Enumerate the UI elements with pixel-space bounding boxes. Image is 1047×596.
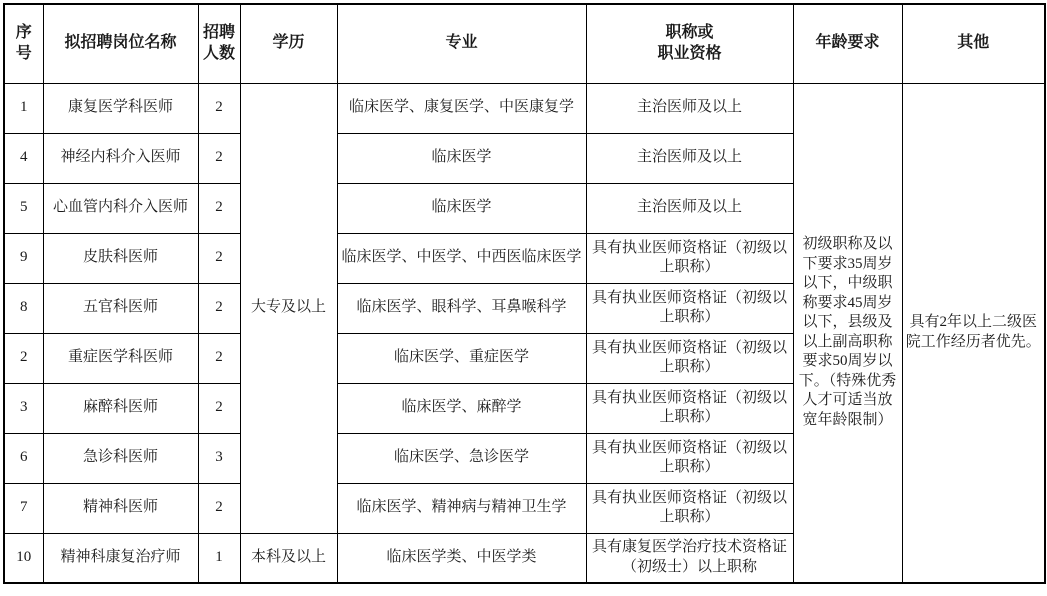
cell-count: 2 [198,383,240,433]
cell-count: 2 [198,183,240,233]
cell-title: 具有执业医师资格证（初级以上职称） [586,483,793,533]
header-position: 拟招聘岗位名称 [43,4,198,83]
cell-major: 临床医学 [337,133,586,183]
header-seq: 序号 [4,4,43,83]
cell-position: 精神科康复治疗师 [43,533,198,583]
cell-major: 临床医学、麻醉学 [337,383,586,433]
cell-seq: 3 [4,383,43,433]
cell-title: 具有执业医师资格证（初级以上职称） [586,283,793,333]
table-header-row [4,4,1045,83]
cell-major: 临床医学、康复医学、中医康复学 [337,83,586,133]
cell-position: 康复医学科医师 [43,83,198,133]
cell-seq: 9 [4,233,43,283]
cell-title: 具有执业医师资格证（初级以上职称） [586,433,793,483]
cell-title: 主治医师及以上 [586,83,793,133]
cell-title: 主治医师及以上 [586,183,793,233]
cell-major: 临床医学、中医学、中西医临床医学 [337,233,586,283]
cell-other-note: 具有2年以上二级医院工作经历者优先。 [902,83,1045,583]
cell-seq: 1 [4,83,43,133]
cell-seq: 8 [4,283,43,333]
cell-position: 神经内科介入医师 [43,133,198,183]
cell-age-requirement: 初级职称及以下要求35周岁以下，中级职称要求45周岁以下，县级及以上副高职称要求50周岁以下。（特殊优秀人才可适当放宽年龄限制） [793,83,902,583]
cell-position: 重症医学科医师 [43,333,198,383]
cell-title: 具有执业医师资格证（初级以上职称） [586,383,793,433]
cell-position: 麻醉科医师 [43,383,198,433]
cell-position: 心血管内科介入医师 [43,183,198,233]
cell-major: 临床医学、精神病与精神卫生学 [337,483,586,533]
cell-count: 2 [198,483,240,533]
cell-title: 主治医师及以上 [586,133,793,183]
cell-title: 具有执业医师资格证（初级以上职称） [586,233,793,283]
cell-position: 五官科医师 [43,283,198,333]
header-major: 专业 [337,4,586,83]
cell-seq: 6 [4,433,43,483]
cell-major: 临床医学、眼科学、耳鼻喉科学 [337,283,586,333]
cell-count: 1 [198,533,240,583]
header-age: 年龄要求 [793,4,902,83]
cell-seq: 5 [4,183,43,233]
cell-count: 2 [198,283,240,333]
header-other: 其他 [902,4,1045,83]
cell-count: 2 [198,333,240,383]
cell-title: 具有康复医学治疗技术资格证（初级士）以上职称 [586,533,793,583]
cell-seq: 4 [4,133,43,183]
cell-count: 2 [198,133,240,183]
recruitment-table [3,3,1046,584]
header-title: 职称或 职业资格 [586,4,793,83]
cell-count: 2 [198,83,240,133]
cell-major: 临床医学 [337,183,586,233]
cell-education-group-bachelor: 本科及以上 [240,533,337,583]
cell-count: 3 [198,433,240,483]
cell-title: 具有执业医师资格证（初级以上职称） [586,333,793,383]
cell-count: 2 [198,233,240,283]
table-row [4,83,1045,133]
cell-position: 精神科医师 [43,483,198,533]
cell-major: 临床医学类、中医学类 [337,533,586,583]
cell-position: 急诊科医师 [43,433,198,483]
cell-major: 临床医学、急诊医学 [337,433,586,483]
cell-seq: 7 [4,483,43,533]
cell-seq: 10 [4,533,43,583]
cell-seq: 2 [4,333,43,383]
cell-education-group-college: 大专及以上 [240,83,337,533]
header-education: 学历 [240,4,337,83]
cell-major: 临床医学、重症医学 [337,333,586,383]
cell-position: 皮肤科医师 [43,233,198,283]
header-count: 招聘 人数 [198,4,240,83]
